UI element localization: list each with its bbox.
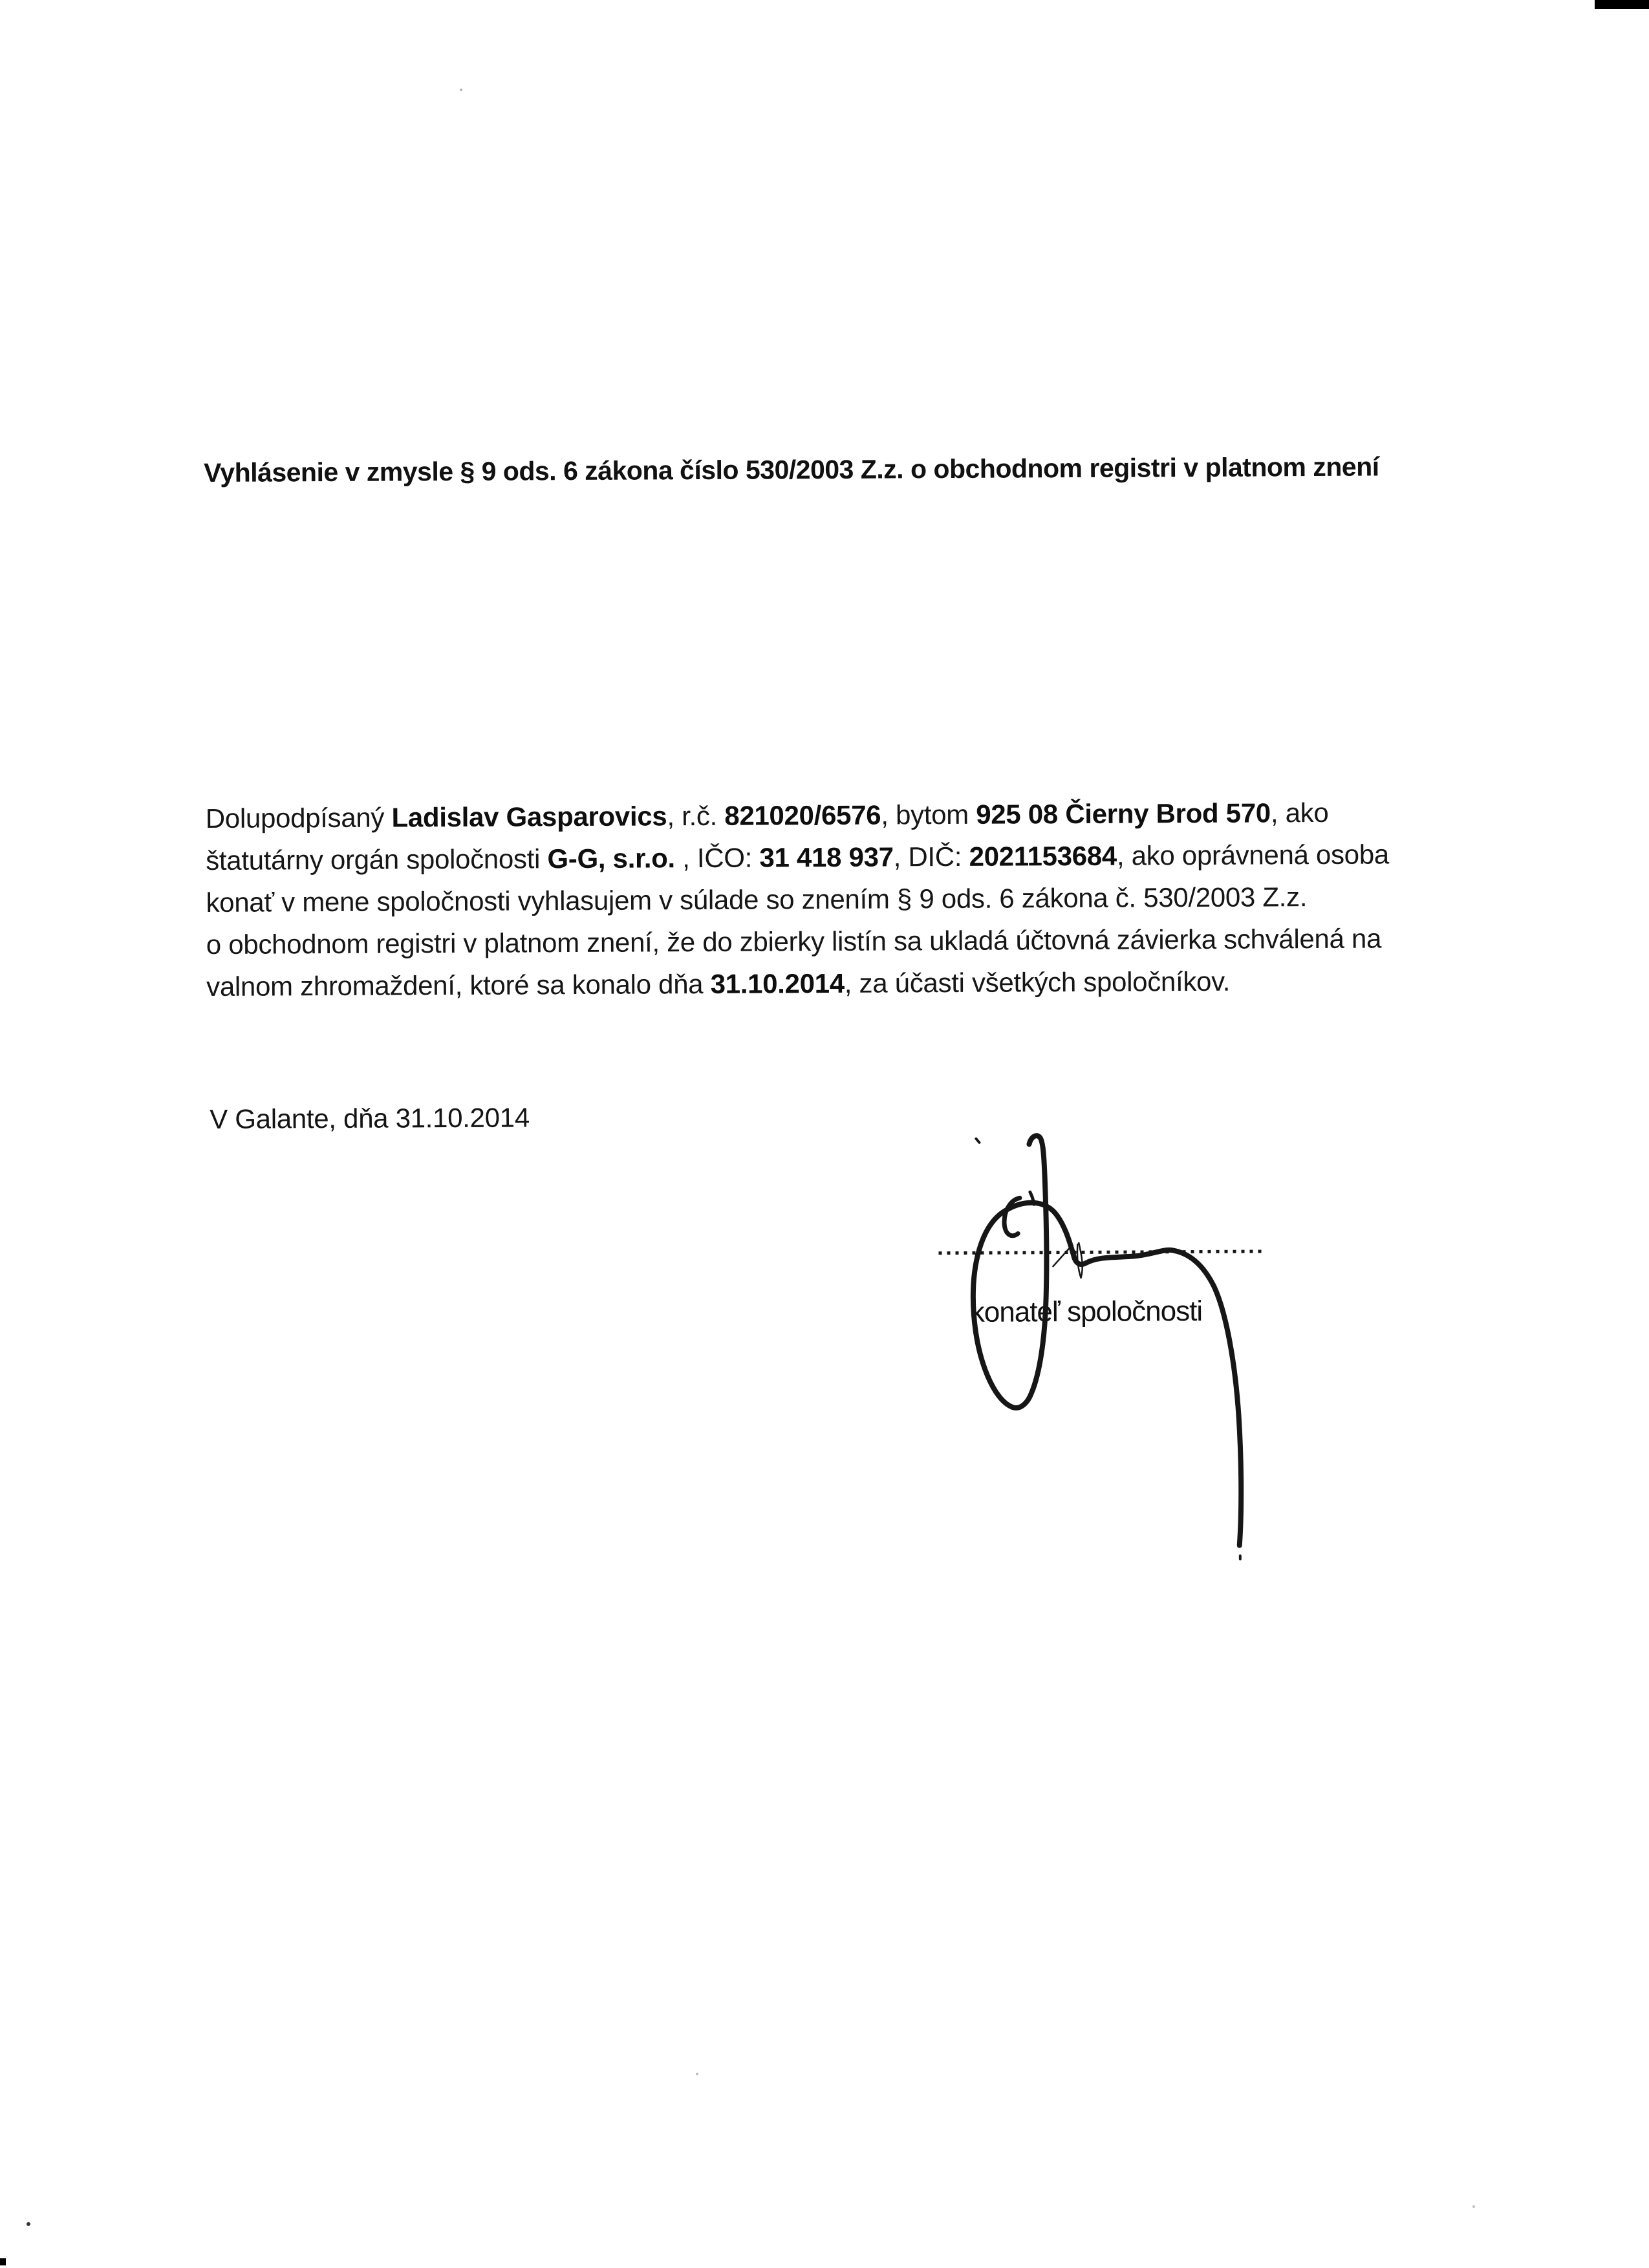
signature-stroke-descender bbox=[1010, 1136, 1047, 1408]
text-run: valnom zhromaždení, ktoré sa konalo dňa bbox=[206, 968, 711, 1002]
text-run: , IČO: bbox=[674, 842, 760, 874]
signature-stroke-flourish-b bbox=[1077, 1243, 1083, 1278]
scan-speck bbox=[460, 89, 462, 91]
text-run-bold: 821020/6576 bbox=[724, 799, 881, 831]
signature-caption: konateľ spoločnosti bbox=[970, 1295, 1203, 1328]
text-run: Dolupodpísaný bbox=[205, 802, 392, 834]
paragraph-line-2 bbox=[206, 833, 1423, 881]
text-run: štatutárny orgán spoločnosti bbox=[206, 843, 548, 876]
text-run-bold: 31 418 937 bbox=[759, 841, 894, 873]
signature-stroke-fleck bbox=[976, 1139, 979, 1143]
text-run: konať v mene spoločnosti vyhlasujem v súlade so znením § 9 ods. 6 zákona č. 530/2003 Z.z. bbox=[206, 881, 1308, 918]
text-run: , ako oprávnená osoba bbox=[1116, 839, 1390, 871]
scan-speck bbox=[1472, 2205, 1475, 2208]
text-run-bold: G-G, s.r.o. bbox=[547, 843, 675, 874]
text-run: , DIČ: bbox=[893, 841, 969, 872]
text-run: , ako bbox=[1270, 797, 1329, 828]
scan-speck bbox=[27, 2222, 30, 2226]
scan-artifact-bottom-left bbox=[0, 2258, 6, 2265]
document-title: Vyhlásenie v zmysle § 9 ods. 6 zákona číslo 530/2003 Z.z. o obchodnom registri v platnom znení bbox=[203, 451, 1379, 488]
paragraph-line-4 bbox=[206, 917, 1423, 966]
text-run: , r.č. bbox=[667, 800, 725, 832]
text-run-bold: 925 08 Čierny Brod 570 bbox=[976, 797, 1271, 830]
signature-stroke-loop-tail bbox=[970, 1202, 1242, 1547]
text-run-bold: Ladislav Gasparovics bbox=[391, 801, 667, 833]
text-run-bold: 2021153684 bbox=[969, 840, 1117, 872]
scan-artifact-top-right bbox=[1595, 0, 1649, 9]
text-run: , bytom bbox=[881, 799, 976, 830]
signature-scribble bbox=[894, 1094, 1297, 1581]
paragraph-line-3 bbox=[206, 875, 1423, 923]
place-date-line: V Galante, dňa 31.10.2014 bbox=[210, 1102, 530, 1134]
text-run: o obchodnom registri v platnom znení, že do zbierky listín sa ukladá účtovná závierka schválená na bbox=[206, 923, 1382, 960]
text-run: , za účasti všetkých spoločníkov. bbox=[844, 966, 1231, 999]
declaration-paragraph bbox=[206, 791, 1424, 1008]
text-run-bold: 31.10.2014 bbox=[710, 967, 845, 999]
signature-stroke-flourish-a bbox=[1053, 1246, 1072, 1266]
scan-speck bbox=[696, 2073, 698, 2075]
paragraph-line-5 bbox=[206, 959, 1423, 1008]
paragraph-line-1 bbox=[206, 791, 1423, 839]
